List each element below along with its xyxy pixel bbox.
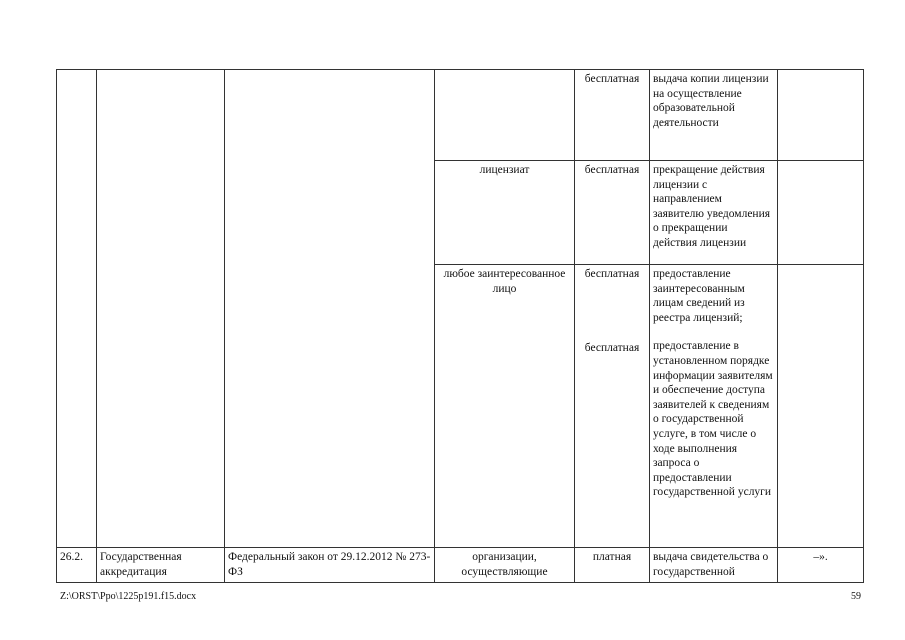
- action-text: предоставление в установленном порядке информации заявителям и обеспечение доступа заявителей к сведениям о государственной услуге, в том числе о ходе выполнения запроса о предоставлении государственной услуги: [653, 340, 773, 499]
- cell-fee: [575, 265, 650, 548]
- cell-number: 26.2.: [57, 548, 97, 583]
- page-number: 59: [851, 591, 861, 602]
- cell-service-name: [97, 70, 225, 548]
- cell-applicant: [435, 70, 575, 161]
- table-row: [57, 548, 864, 583]
- cell-legal-basis: [225, 70, 435, 548]
- fee-line: бесплатная: [584, 268, 640, 280]
- cell-applicant: лицензиат: [435, 161, 575, 265]
- cell-notes: [778, 161, 864, 265]
- cell-fee: платная: [575, 548, 650, 583]
- cell-notes: [778, 265, 864, 548]
- cell-number: [57, 70, 97, 548]
- cell-applicant: организации, осуществляющие: [435, 548, 575, 583]
- cell-action: выдача копии лицензии на осуществление образовательной деятельности: [650, 70, 778, 161]
- cell-service-name: Государственная аккредитация: [97, 548, 225, 583]
- services-table: [56, 69, 864, 583]
- cell-notes: –».: [778, 548, 864, 583]
- page-footer: [60, 591, 861, 602]
- cell-action: выдача свидетельства о государственной: [650, 548, 778, 583]
- cell-action: [650, 265, 778, 548]
- cell-fee: бесплатная: [575, 161, 650, 265]
- table-row: [57, 70, 864, 161]
- cell-fee: бесплатная: [575, 70, 650, 161]
- cell-action: прекращение действия лицензии с направлением заявителю уведомления о прекращении действия лицензии: [650, 161, 778, 265]
- cell-legal-basis: Федеральный закон от 29.12.2012 № 273-ФЗ: [225, 548, 435, 583]
- fee-line: бесплатная: [584, 341, 640, 354]
- cell-notes: [778, 70, 864, 161]
- file-path: Z:\ORST\Ppo\1225p191.f15.docx: [60, 591, 197, 602]
- action-text: предоставление заинтересованным лицам сведений из реестра лицензий;: [653, 268, 745, 324]
- cell-applicant: любое заинтересованное лицо: [435, 265, 575, 548]
